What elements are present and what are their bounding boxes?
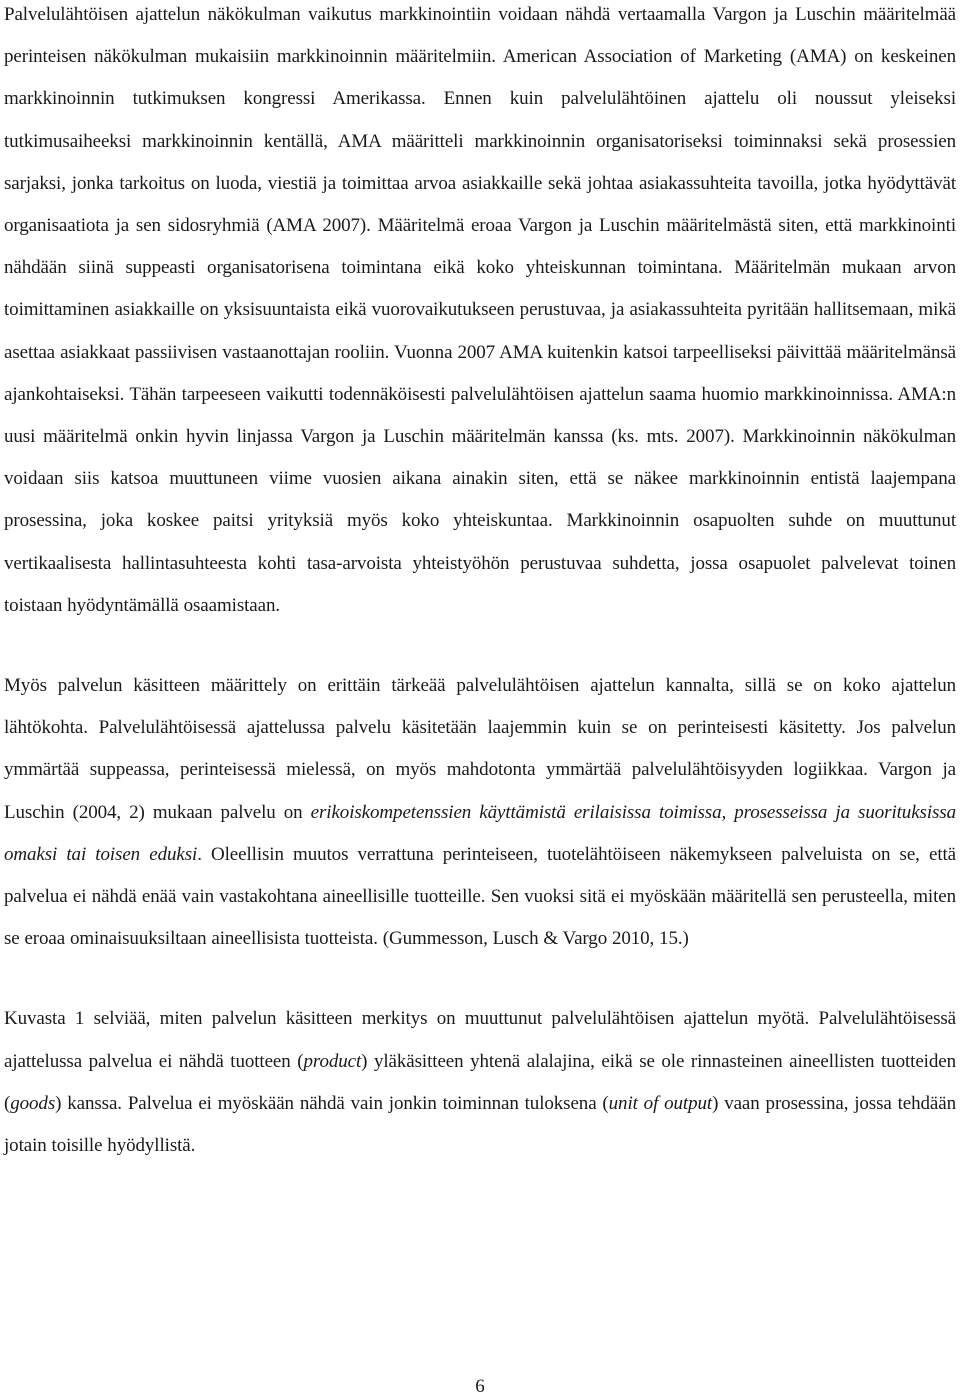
paragraph-3-italic-goods: goods	[10, 1092, 56, 1114]
paragraph-1	[4, 0, 956, 627]
paragraph-1-text: Palvelulähtöisen ajattelun näkökulman vaikutus markkinointiin voidaan nähdä vertaamalla Vargon ja Luschin määritelmää perinteisen näkökulman mukaisiin markkinoinnin määritelmiin. American Association of Marketing (AMA) on keskeinen markkinoinnin tutkimuksen kongressi Amerikassa. Ennen kuin palvelulähtöinen ajattelu oli noussut yleiseksi tutkimusaiheeksi markkinoinnin kentällä, AMA määritteli markkinoinnin organisatoriseksi toiminnaksi sekä prosessien sarjaksi, jonka tarkoitus on luoda, viestiä ja toimittaa arvoa asiakkaille sekä johtaa asiakassuhteita tavoilla, jotka hyödyttävät organisaatiota ja sen sidosryhmiä (AMA 2007). Määritelmä eroaa Vargon ja Luschin määritelmästä siten, että markkinointi nähdään siinä suppeasti organisatorisena toimintana eikä koko yhteiskunnan toimintana. Määritelmän mukaan arvon toimittaminen asiakkaille on yksisuuntaista eikä vuorovaikutukseen perustuvaa, ja asiakassuhteita pyritään hallitsemaan, mikä asettaa asiakkaat passiivisen vastaanottajan rooliin. Vuonna 2007 AMA kuitenkin katsoi tarpeelliseksi päivittää määritelmänsä ajankohtaiseksi. Tähän tarpeeseen vaikutti todennäköisesti palvelulähtöisen ajattelun saama huomio markkinoinnissa. AMA:n uusi määritelmä onkin hyvin linjassa Vargon ja Luschin määritelmän kanssa (ks. mts. 2007). Markkinoinnin näkökulman voidaan siis katsoa muuttuneen viime vuosien aikana ainakin siten, että se näkee markkinoinnin entistä laajempana prosessina, joka koskee paitsi yrityksiä myös koko yhteiskuntaa. Markkinoinnin osapuolten suhde on muuttunut vertikaalisesta hallintasuhteesta kohti tasa-arvoista yhteistyöhön perustuvaa suhdetta, jossa osapuolet palvelevat toinen toistaan hyödyntämällä osaamistaan.	[4, 4, 956, 616]
paragraph-2-italic-definition: erikoiskompetenssien käyttämistä erilaisissa toimissa, prosesseissa ja suorituksissa omaksi tai toisen eduksi	[4, 801, 956, 865]
paragraph-3-text-4: ) vaan prosessina, jossa tehdään jotain toisille hyödyllistä.	[4, 1092, 956, 1157]
paragraph-2-text-2: . Oleellisin muutos verrattuna perinteiseen, tuotelähtöiseen näkemykseen palveluista on se, että palvelua ei nähdä enää vain vastakohtana aineellisille tuotteille. Sen vuoksi sitä ei myöskään määritellä sen perusteella, miten se eroaa ominaisuuksiltaan aineellisista tuotteista. (Gummesson, Lusch & Vargo 2010, 15.)	[4, 843, 957, 950]
paragraph-3-text-3: ) kanssa. Palvelua ei myöskään nähdä vain jonkin toiminnan tuloksena (	[55, 1092, 609, 1114]
paragraph-3-text-1: Kuvasta 1 selviää, miten palvelun käsitteen merkitys on muuttunut palvelulähtöisen ajattelun myötä. Palvelulähtöisessä ajattelussa palvelua ei nähdä tuotteen (	[4, 1008, 956, 1072]
page-number: 6	[475, 1376, 485, 1397]
document-page	[4, 0, 956, 1167]
paragraph-3-text-2: ) yläkäsitteen yhtenä alalajina, eikä se ole rinnasteinen aineellisten tuotteiden (	[4, 1050, 956, 1114]
paragraph-3	[4, 998, 956, 1167]
paragraph-2	[4, 665, 956, 960]
paragraph-3-italic-unit-of-output: unit of output	[608, 1092, 713, 1114]
paragraph-2-text-1: Myös palvelun käsitteen määrittely on erittäin tärkeää palvelulähtöisen ajattelun kannalta, sillä se on koko ajattelun lähtökohta. Palvelulähtöisessä ajattelussa palvelu käsitetään laajemmin kuin se on perinteisesti käsitetty. Jos palvelun ymmärtää suppeassa, perinteisessä mielessä, on myös mahdotonta ymmärtää palvelulähtöisyyden logiikkaa. Vargon ja Luschin (2004, 2) mukaan palvelu on	[4, 675, 956, 823]
paragraph-3-italic-product: product	[303, 1050, 362, 1072]
